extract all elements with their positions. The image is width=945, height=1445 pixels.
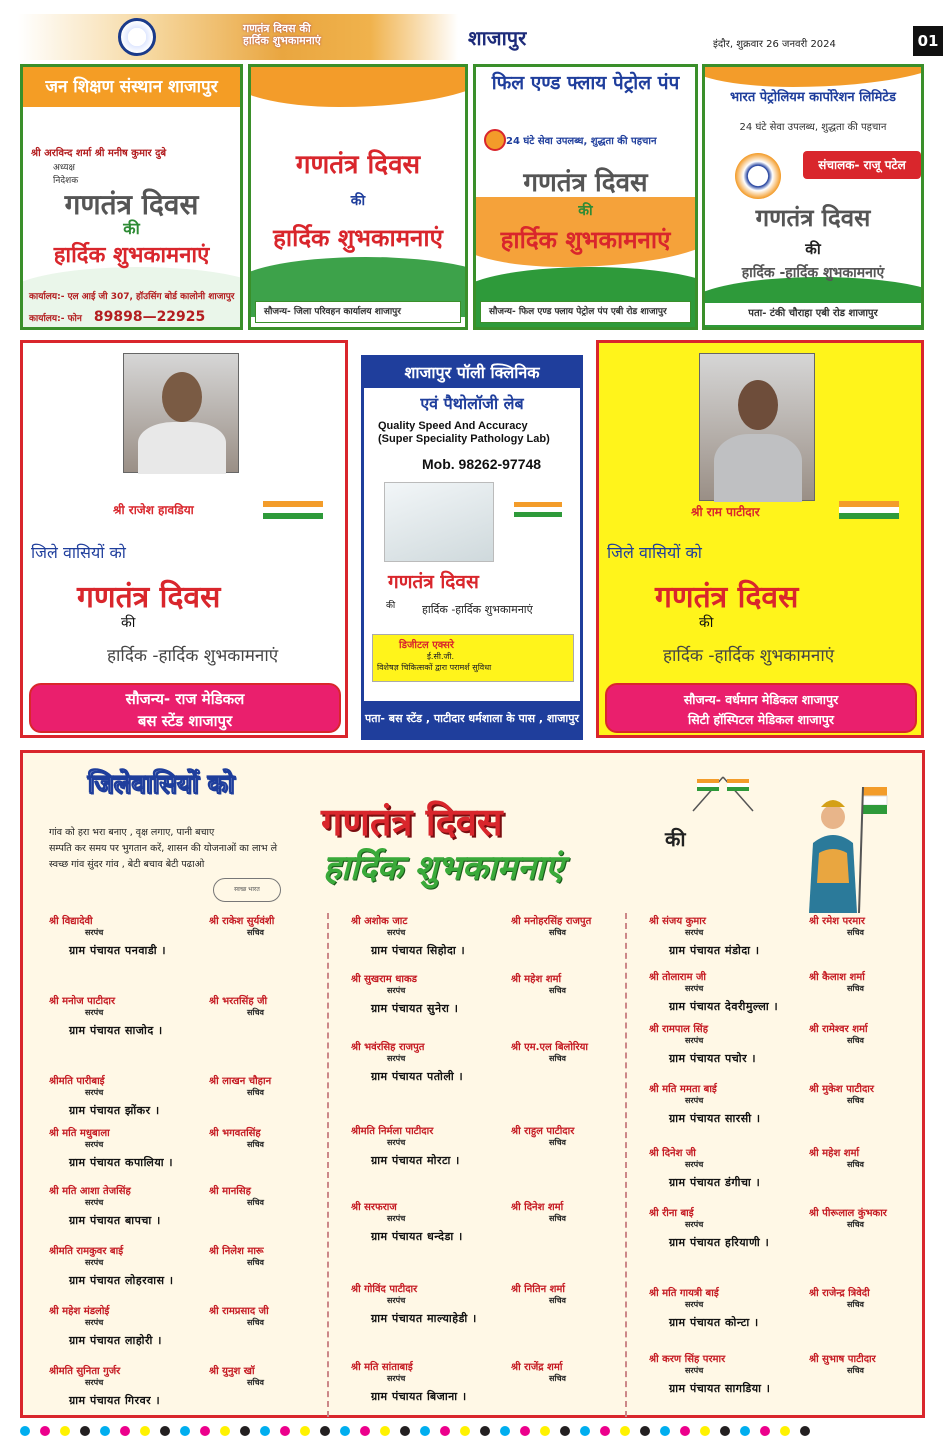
registration-dot-icon [420, 1426, 430, 1436]
sachiv-role: सचिव [247, 1198, 265, 1207]
sarpanch-name: श्री भवंरसिह राजपुत [351, 1042, 425, 1053]
sarpanch-role: सरपंच [387, 1138, 406, 1147]
tricolor-flag-icon [839, 501, 899, 519]
sachiv-name: श्री युनुश खॉ [209, 1366, 255, 1377]
ad4-line3: हार्दिक -हार्दिक शुभकामनाएं [741, 265, 885, 281]
sachiv-role: सचिव [549, 928, 567, 937]
gram-panchayat-name: ग्राम पंचायत सिहोदा । [371, 944, 466, 957]
sachiv-role: सचिव [549, 1054, 567, 1063]
sachiv-role: सचिव [847, 928, 865, 937]
gram-panchayat-name: ग्राम पंचायत बिजाना । [371, 1390, 467, 1403]
ad5-credit2: बस स्टेंड शाजापुर [137, 712, 233, 730]
sarpanch-name: श्री सुखराम धाकड [351, 974, 418, 985]
ad-fill-and-fly-petrol-pump [473, 64, 698, 330]
portrait-head [738, 380, 778, 430]
panchayat-entry [27, 1243, 327, 1303]
ad1-phone-row [29, 309, 205, 325]
sarpanch-name: श्री सरफराज [351, 1202, 397, 1213]
sachiv-role: सचिव [847, 984, 865, 993]
registration-dot-icon [440, 1426, 450, 1436]
gram-panchayat-name: ग्राम पंचायत हरियाणी । [669, 1236, 770, 1249]
registration-dot-icon [460, 1426, 470, 1436]
panchayat-entry [27, 1125, 327, 1185]
ad2-wave-top [248, 64, 468, 107]
registration-dot-icon [140, 1426, 150, 1436]
registration-dot-icon [320, 1426, 330, 1436]
panchayat-entry [27, 1183, 327, 1243]
sachiv-name: श्री राजेन्द्र त्रिवेदी [809, 1288, 870, 1299]
sarpanch-role: सरपंच [85, 1088, 104, 1097]
panchayat-entry [329, 913, 629, 973]
panchayat-wish: हार्दिक शुभकामनाएं [323, 848, 564, 888]
registration-dot-icon [700, 1426, 710, 1436]
registration-dot-icon [360, 1426, 370, 1436]
sachiv-role: सचिव [549, 1214, 567, 1223]
registration-dot-icon [300, 1426, 310, 1436]
sachiv-name: श्री मुकेश पाटीदार [809, 1084, 874, 1095]
sachiv-role: सचिव [247, 1318, 265, 1327]
sarpanch-role: सरपंच [387, 1054, 406, 1063]
panchayat-entry [27, 913, 327, 973]
ad2-line1: गणतंत्र दिवस [295, 150, 421, 180]
registration-dot-icon [540, 1426, 550, 1436]
gram-panchayat-name: ग्राम पंचायत देवरीमुल्ला । [669, 1000, 779, 1013]
sachiv-role: सचिव [847, 1036, 865, 1045]
slogan-1: गांव को हरा भरा बनाए , वृक्ष लगाए, पानी बचाए [49, 827, 215, 838]
portrait-photo [699, 353, 815, 501]
sachiv-name: श्री रमेश परमार [809, 916, 865, 927]
sachiv-name: श्री मानसिह [209, 1186, 251, 1197]
registration-dot-icon [780, 1426, 790, 1436]
ad6-line2: की [386, 601, 396, 611]
panchayat-column-2 [327, 913, 627, 1417]
sachiv-name: श्री महेश शर्मा [511, 974, 562, 985]
crossed-flags-icon [683, 773, 763, 813]
panchayat-entry [627, 969, 927, 1029]
panchayat-entry [329, 1359, 629, 1419]
sachiv-role: सचिव [549, 986, 567, 995]
registration-dot-icon [240, 1426, 250, 1436]
ad2-line2: की [350, 193, 366, 209]
registration-dot-icon [740, 1426, 750, 1436]
sarpanch-name: श्रीमति पारीबाई [49, 1076, 105, 1087]
ad6-header: शाजापुर पॉली क्लिनिक [364, 358, 580, 388]
sarpanch-name: श्री मति गायत्री बाई [649, 1288, 719, 1299]
sarpanch-role: सरपंच [685, 928, 704, 937]
panchayat-entry [329, 1281, 629, 1341]
ad2-line3: हार्दिक शुभकामनाएं [273, 224, 443, 252]
sarpanch-role: सरपंच [685, 1160, 704, 1169]
registration-dot-icon [100, 1426, 110, 1436]
sarpanch-role: सरपंच [85, 1258, 104, 1267]
ad1-line3: हार्दिक शुभकामनाएं [53, 243, 210, 268]
registration-dot-icon [500, 1426, 510, 1436]
registration-dot-icon [400, 1426, 410, 1436]
registration-dot-icon [340, 1426, 350, 1436]
ad4-line1: गणतंत्र दिवस [755, 204, 871, 232]
gram-panchayat-name: ग्राम पंचायत मंडोदा । [669, 944, 760, 957]
gram-panchayat-name: ग्राम पंचायत गिरवर । [69, 1394, 161, 1407]
sachiv-name: श्री रामेश्वर शर्मा [809, 1024, 868, 1035]
sachiv-role: सचिव [847, 1300, 865, 1309]
sachiv-name: श्री रामप्रसाद जी [209, 1306, 269, 1317]
bharat-mata-illustration-icon [793, 783, 889, 923]
sarpanch-role: सरपंच [387, 1374, 406, 1383]
sachiv-role: सचिव [247, 1258, 265, 1267]
gram-panchayat-name: ग्राम पंचायत कपालिया । [69, 1156, 174, 1169]
portrait-shirt [714, 434, 802, 502]
indian-oil-logo-icon [484, 129, 506, 151]
sarpanch-role: सरपंच [85, 1198, 104, 1207]
ad6-xray2: ई.सी.जी. [427, 652, 455, 661]
ad6-address: पता- बस स्टेंड , पाटीदार धर्मशाला के पास , शाजापुर [364, 701, 580, 737]
gram-panchayat-name: ग्राम पंचायत सारसी । [669, 1112, 761, 1125]
panchayat-top-title: जिलेवासियों को [88, 770, 235, 800]
portrait-photo [123, 353, 239, 473]
ad6-line1: गणतंत्र दिवस [388, 571, 479, 593]
sachiv-name: श्री भरतसिंह जी [209, 996, 268, 1007]
sarpanch-name: श्री मनोज पाटीदार [49, 996, 116, 1007]
masthead [18, 14, 939, 60]
ad7-credit2: सिटी हॉस्पिटल मेडिकल शाजापुर [687, 712, 835, 727]
ad7-line0: जिले वासियों को [607, 543, 702, 562]
panchayat-entry [627, 1285, 927, 1345]
sarpanch-name: श्रीमति निर्मला पाटीदार [351, 1126, 434, 1137]
sachiv-role: सचिव [549, 1296, 567, 1305]
registration-dot-icon [640, 1426, 650, 1436]
registration-dot-icon [160, 1426, 170, 1436]
ad1-header: जन शिक्षण संस्थान शाजापुर [23, 67, 240, 107]
registration-dot-icon [620, 1426, 630, 1436]
gram-panchayat-name: ग्राम पंचायत डंगीचा । [669, 1176, 761, 1189]
sachiv-role: सचिव [247, 1140, 265, 1149]
ad6-xray3: विशेषज्ञ चिकित्सकों द्वारा परामर्श सुविधा [377, 663, 492, 672]
ad3-line2: की [578, 203, 593, 219]
ad1-role1: अध्यक्ष [53, 163, 75, 173]
ad5-line2: की [121, 615, 136, 631]
color-registration-strip [20, 1424, 925, 1438]
ad7-credit1: सौजन्य- वर्धमान मेडिकल शाजापुर [683, 692, 839, 707]
ad-jila-parivahan [248, 64, 468, 330]
sarpanch-role: सरपंच [685, 1300, 704, 1309]
panchayat-slogans [49, 825, 349, 873]
registration-dot-icon [760, 1426, 770, 1436]
sachiv-name: श्री महेश शर्मा [809, 1148, 860, 1159]
ad7-line2: की [699, 615, 714, 631]
sachiv-name: श्री मनोहरसिंह राजपुत [511, 916, 592, 927]
panchayat-entry [27, 1073, 327, 1133]
registration-dot-icon [120, 1426, 130, 1436]
ad3-line3: हार्दिक शुभकामनाएं [500, 226, 671, 254]
sachiv-name: श्री सुभाष पाटीदार [809, 1354, 876, 1365]
ad4-line2: की [805, 240, 821, 258]
ad1-roles [53, 160, 243, 186]
panchayat-ki: की [665, 827, 686, 851]
masthead-city: शाजापुर [468, 26, 527, 50]
sarpanch-role: सरपंच [685, 1036, 704, 1045]
ad4-director: संचालक- राजू पटेल [803, 151, 921, 179]
sarpanch-role: सरपंच [387, 1296, 406, 1305]
chakra-emblem-icon [735, 153, 781, 199]
ad2-credit: सौजन्य- जिला परिवहन कार्यालय शाजापुर [255, 301, 461, 323]
ad6-en2: (Super Speciality Pathology Lab) [378, 433, 550, 445]
ad1-role2: निदेशक [53, 176, 79, 186]
ad5-credit [29, 683, 341, 733]
panchayat-entry [329, 1199, 629, 1259]
sachiv-name: श्री एम.एल बिलोरिया [511, 1042, 588, 1053]
ad4-address: पता- टंकी चौराहा एबी रोड शाजापुर [705, 303, 921, 325]
registration-dot-icon [60, 1426, 70, 1436]
panchayat-entry [329, 1039, 629, 1099]
registration-dot-icon [660, 1426, 670, 1436]
sachiv-name: श्री नितिन शर्मा [511, 1284, 565, 1295]
sachiv-name: श्री राहुल पाटीदार [511, 1126, 575, 1137]
ad1-phone-label: कार्यालय:- फोन [29, 314, 82, 324]
registration-dot-icon [180, 1426, 190, 1436]
ad6-xray1: डिजीटल एक्सरे [399, 640, 455, 651]
gram-panchayat-name: ग्राम पंचायत मोरटा । [371, 1154, 460, 1167]
ad3-sub: 24 घंटे सेवा उपलब्ध, शुद्धता की पहचान [506, 136, 657, 147]
sarpanch-name: श्रीमति सुनिता गुर्जर [49, 1366, 121, 1377]
registration-dot-icon [720, 1426, 730, 1436]
registration-dot-icon [80, 1426, 90, 1436]
ad3-line1: गणतंत्र दिवस [523, 168, 648, 198]
sachiv-role: सचिव [847, 1096, 865, 1105]
gram-panchayat-name: ग्राम पंचायत झोंकर । [69, 1104, 160, 1117]
tricolor-flag-icon [263, 501, 323, 519]
gram-panchayat-name: ग्राम पंचायत माल्याहेडी । [371, 1312, 477, 1325]
ad6-line3: हार्दिक -हार्दिक शुभकामनाएं [422, 603, 533, 616]
sarpanch-name: श्री करण सिंह परमार [649, 1354, 726, 1365]
lab-technician-photo [384, 482, 494, 562]
sarpanch-name: श्री मति ममता बाई [649, 1084, 717, 1095]
ad4-wave-top [702, 64, 924, 87]
ad6-header2: एवं पैथोलॉजी लेब [420, 394, 524, 413]
sachiv-name: श्री भगवतसिंह [209, 1128, 261, 1139]
sarpanch-name: श्री विद्यादेवी [49, 916, 93, 927]
registration-dot-icon [680, 1426, 690, 1436]
masthead-title-line1: गणतंत्र दिवस की [243, 22, 311, 35]
gram-panchayat-name: ग्राम पंचायत साजोद । [69, 1024, 163, 1037]
portrait-head [162, 372, 202, 422]
slogan-2: सम्पति कर समय पर भुगतान करें, शासन की योजनाओं का लाभ ले [49, 843, 278, 854]
sarpanch-role: सरपंच [685, 1366, 704, 1375]
sachiv-role: सचिव [549, 1138, 567, 1147]
ad6-en1: Quality Speed And Accuracy [378, 420, 528, 432]
panchayat-entry [627, 1351, 927, 1411]
masthead-date: इंदौर, शुक्रवार 26 जनवरी 2024 [713, 39, 836, 50]
sarpanch-name: श्री मति सांताबाई [351, 1362, 413, 1373]
gram-panchayat-name: ग्राम पंचायत कोन्टा । [669, 1316, 759, 1329]
ad7-line1: गणतंत्र दिवस [655, 580, 799, 615]
sarpanch-name: श्री मति मधुबाला [49, 1128, 110, 1139]
gram-panchayat-name: ग्राम पंचायत लाहोरी । [69, 1334, 162, 1347]
sarpanch-role: सरपंच [85, 928, 104, 937]
gram-panchayat-name: ग्राम पंचायत पतोली । [371, 1070, 464, 1083]
sarpanch-name: श्री गोविंद पाटीदार [351, 1284, 418, 1295]
ad7-credit [605, 683, 917, 733]
registration-dot-icon [260, 1426, 270, 1436]
sarpanch-role: सरपंच [85, 1378, 104, 1387]
sarpanch-name: श्री रामपाल सिंह [649, 1024, 709, 1035]
registration-dot-icon [220, 1426, 230, 1436]
ad1-line2: की [123, 219, 140, 238]
sachiv-role: सचिव [549, 1374, 567, 1383]
gram-panchayat-name: ग्राम पंचायत धन्देडा । [371, 1230, 463, 1243]
sachiv-role: सचिव [247, 928, 265, 937]
ad4-header: भारत पेट्रोलियम कार्पोरेशन लिमिटेड [730, 90, 896, 105]
registration-dot-icon [580, 1426, 590, 1436]
registration-dot-icon [280, 1426, 290, 1436]
panchayat-entry [627, 1205, 927, 1265]
portrait-shirt [138, 422, 226, 474]
ad5-line3: हार्दिक -हार्दिक शुभकामनाएं [107, 646, 279, 666]
tricolor-flag-icon [514, 502, 562, 517]
sarpanch-role: सरपंच [387, 928, 406, 937]
ad-jan-shikshan-sansthan [20, 64, 243, 330]
masthead-banner [18, 14, 458, 60]
registration-dot-icon [380, 1426, 390, 1436]
registration-dot-icon [600, 1426, 610, 1436]
gram-panchayat-name: ग्राम पंचायत बापचा । [69, 1214, 161, 1227]
masthead-title [243, 23, 321, 47]
ad3-credit: सौजन्य- फिल एण्ड फ्लाय पेट्रोल पंप एबी रोड शाजापुर [480, 301, 691, 323]
ad-raj-medical [20, 340, 348, 738]
sachiv-role: सचिव [247, 1378, 265, 1387]
panchayat-entry [329, 1123, 629, 1183]
panchayat-entry [27, 1303, 327, 1363]
registration-dot-icon [40, 1426, 50, 1436]
ad6-english-tagline [378, 420, 578, 446]
ad-vardhman-medical [596, 340, 924, 738]
ad6-mobile: Mob. 98262-97748 [422, 456, 542, 472]
gram-panchayat-name: ग्राम पंचायत पचोर । [669, 1052, 757, 1065]
registration-dot-icon [560, 1426, 570, 1436]
page-number: 01 [913, 26, 943, 56]
sachiv-name: श्री राजेंद्र शर्मा [511, 1362, 563, 1373]
sachiv-name: श्री कैलाश शर्मा [809, 972, 865, 983]
slogan-3: स्वच्छ गांव सुंदर गांव , बेटी बचाव बेटी पढाओ [49, 859, 205, 870]
panchayat-entry [627, 1021, 927, 1081]
sarpanch-role: सरपंच [685, 1096, 704, 1105]
panchayat-entry [329, 971, 629, 1031]
sarpanch-role: सरपंच [685, 984, 704, 993]
sarpanch-role: सरपंच [387, 986, 406, 995]
sachiv-role: सचिव [847, 1220, 865, 1229]
ad1-line1: गणतंत्र दिवस [64, 188, 199, 221]
ad1-names: श्री अरविन्द शर्मा श्री मनीष कुमार दुबे [31, 148, 167, 159]
panchayat-main-title: गणतंत्र दिवस [321, 800, 503, 844]
panchayat-entry [627, 1081, 927, 1141]
panchayat-entry [27, 993, 327, 1053]
sarpanch-name: श्री महेश मंडलोई [49, 1306, 110, 1317]
sarpanch-role: सरपंच [85, 1318, 104, 1327]
ad1-address: कार्यालय:- एल आई जी 307, हॉउसिंग बोर्ड कालोनी शाजापुर [29, 292, 235, 302]
sarpanch-name: श्री रीना बाई [649, 1208, 694, 1219]
gram-panchayat-name: ग्राम पंचायत सुनेरा । [371, 1002, 459, 1015]
sarpanch-name: श्री मति आशा तेजसिंह [49, 1186, 131, 1197]
sarpanch-name: श्री तोलाराम जी [649, 972, 706, 983]
registration-dot-icon [520, 1426, 530, 1436]
sachiv-name: श्री दिनेश शर्मा [511, 1202, 564, 1213]
sarpanch-name: श्रीमति रामकुवर बाई [49, 1246, 124, 1257]
panchayat-entry [27, 1363, 327, 1423]
ad4-sub: 24 घंटे सेवा उपलब्ध, शुद्धता की पहचान [739, 122, 887, 133]
ad7-line3: हार्दिक -हार्दिक शुभकामनाएं [663, 646, 835, 666]
sarpanch-role: सरपंच [85, 1008, 104, 1017]
ad5-name: श्री राजेश हावडिया [113, 503, 194, 517]
ad6-xray-box [372, 634, 574, 682]
gram-panchayat-name: ग्राम पंचायत लोहरवास । [69, 1274, 174, 1287]
registration-dot-icon [200, 1426, 210, 1436]
panchayat-entry [627, 913, 927, 973]
ad7-name: श्री राम पाटीदार [691, 505, 760, 519]
masthead-title-line2: हार्दिक शुभकामनाएं [243, 34, 321, 47]
gram-panchayat-name: ग्राम पंचायत सागडिया । [669, 1382, 771, 1395]
gram-panchayat-name: ग्राम पंचायत पनवाडी । [69, 944, 167, 957]
registration-dot-icon [480, 1426, 490, 1436]
registration-dot-icon [20, 1426, 30, 1436]
sarpanch-role: सरपंच [85, 1140, 104, 1149]
registration-dot-icon [800, 1426, 810, 1436]
swachh-bharat-logo-icon: स्वच्छ भारत [213, 878, 281, 902]
sachiv-role: सचिव [847, 1366, 865, 1375]
sarpanch-name: श्री दिनेश जी [649, 1148, 696, 1159]
ad5-line1: गणतंत्र दिवस [77, 580, 221, 615]
sachiv-role: सचिव [247, 1008, 265, 1017]
ad5-credit1: सौजन्य- राज मेडिकल [125, 690, 245, 708]
ad5-line0: जिले वासियों को [31, 543, 126, 562]
sachiv-role: सचिव [847, 1160, 865, 1169]
sachiv-role: सचिव [247, 1088, 265, 1097]
sarpanch-role: सरपंच [387, 1214, 406, 1223]
panchayat-entry [627, 1145, 927, 1205]
ashoka-chakra-icon [118, 18, 156, 56]
sachiv-name: श्री लाखन चौहान [209, 1076, 272, 1087]
sarpanch-name: श्री अशोक जाट [351, 916, 408, 927]
ad1-phone: 89898—22925 [93, 309, 206, 325]
panchayat-greetings [20, 750, 925, 1418]
sarpanch-name: श्री संजय कुमार [649, 916, 706, 927]
ad-bharat-petroleum [702, 64, 924, 330]
sachiv-name: श्री राकेश सुर्यवंशी [209, 916, 275, 927]
sachiv-name: श्री निलेश मारू [209, 1246, 264, 1257]
sarpanch-role: सरपंच [685, 1220, 704, 1229]
ad3-header: फिल एण्ड फ्लाय पेट्रोल पंप [491, 72, 680, 94]
ad-shajapur-poly-clinic [361, 355, 583, 740]
sachiv-name: श्री पीरूलाल कुंभकार [809, 1208, 887, 1219]
